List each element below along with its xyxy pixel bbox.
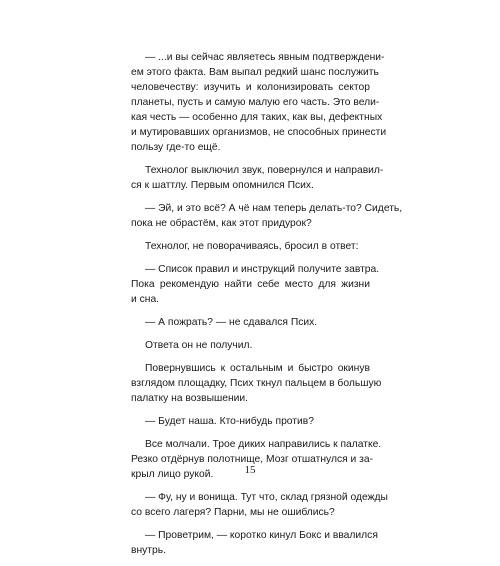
text-line: взглядом площадку, Псих ткнул пальцем в большую [131, 378, 382, 389]
text-line: — Эй, и это всё? А чё нам теперь делать-то? Сидеть, [145, 203, 403, 214]
text-line: — А пожрать? — не сдавался Псих. [145, 317, 318, 328]
text-line: крыл лицо рукой. [131, 469, 214, 480]
text-line: Пока рекомендую найти себе место для жизни [131, 279, 370, 290]
paragraph [131, 201, 403, 231]
text-line: Технолог выключил звук, повернулся и направил- [145, 165, 384, 176]
text-line: внутрь. [131, 545, 166, 556]
text-line: Повернувшись к остальным и быстро окинув [145, 363, 370, 374]
page-number: 15 [244, 464, 256, 476]
paragraph [131, 50, 387, 155]
text-line: — Проветрим, — коротко кинул Бокс и ввалился [145, 530, 378, 541]
paragraph [131, 262, 380, 307]
text-line: пользу где-то ещё. [131, 142, 221, 153]
text-line: Резко отдёрнув полотнище, Мозг отшатнулся и за- [131, 454, 374, 465]
paragraph [131, 163, 384, 193]
text-line: планеты, пусть и самую малую его часть. Это вели- [131, 97, 380, 108]
text-line: — Фу, ну и вонища. Тут что, склад грязной одежды [145, 492, 388, 503]
text-line: Ответа он не получил. [145, 340, 253, 351]
text-line: Все молчали. Трое диких направились к палатке. [145, 439, 382, 450]
text-line: человечеству: изучить и колонизировать сектор [131, 82, 370, 93]
body-text [131, 50, 403, 566]
paragraph [131, 361, 382, 406]
paragraph [131, 528, 378, 558]
text-line: ся к шаттлу. Первым опомнился Псих. [131, 180, 314, 191]
text-line: и мутировавших организмов, не способных принести [131, 127, 387, 138]
paragraph [131, 414, 370, 429]
text-line: — ...и вы сейчас являетесь явным подтверждени- [145, 52, 385, 63]
text-line: со всего лагеря? Парни, мы не ошиблись? [131, 507, 335, 518]
paragraph [131, 490, 388, 520]
paragraph [131, 239, 370, 254]
text-line: и сна. [131, 294, 160, 305]
text-line: ем этого факта. Вам выпал редкий шанс послужить [131, 67, 379, 78]
text-line: пока не обрастём, как этот придурок? [131, 218, 312, 229]
text-line: — Список правил и инструкций получите завтра. [145, 264, 380, 275]
text-line: Технолог, не поворачиваясь, бросил в ответ: [145, 241, 359, 252]
text-line: — Будет наша. Кто-нибудь против? [145, 416, 314, 427]
text-line: палатку на возвышении. [131, 393, 249, 404]
paragraph [131, 338, 370, 353]
paragraph [131, 315, 370, 330]
text-line: кая честь — особенно для таких, как вы, дефектных [131, 112, 383, 123]
